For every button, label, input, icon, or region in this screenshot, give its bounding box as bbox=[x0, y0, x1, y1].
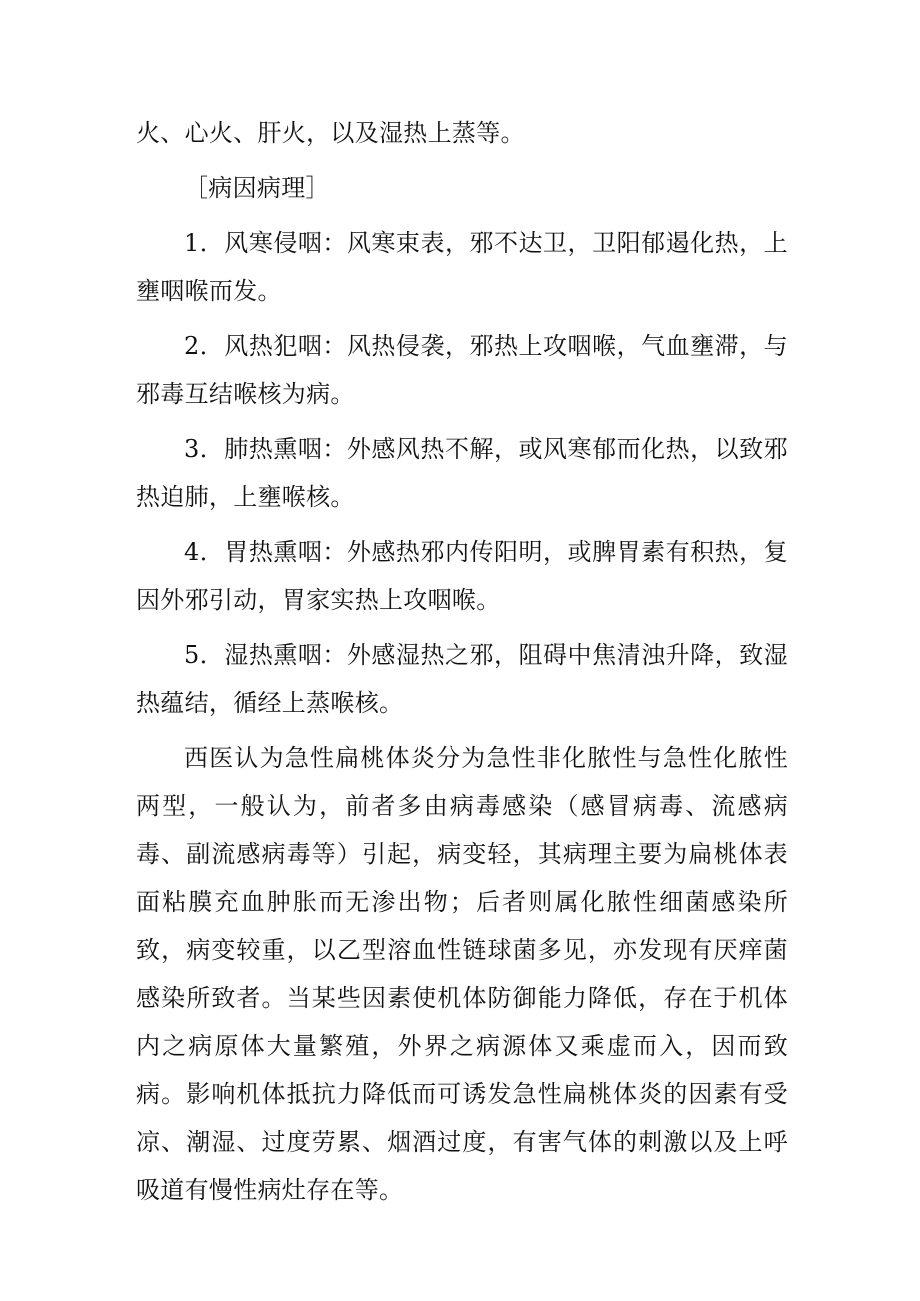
cause-paragraph-2: 2．风热犯咽：风热侵袭，邪热上攻咽喉，气血壅滞，与邪毒互结喉核为病。 bbox=[136, 332, 788, 408]
lead-line: 火、心火、肝火，以及湿热上蒸等。 bbox=[136, 119, 525, 147]
cause-paragraph-4: 4．胃热熏咽：外感热邪内传阳明，或脾胃素有积热，复因外邪引动，胃家实热上攻咽喉。 bbox=[136, 538, 788, 614]
western-medicine-paragraph: 西医认为急性扁桃体炎分为急性非化脓性与急性化脓性两型，一般认为，前者多由病毒感染（感冒病毒、流感病毒、副流感病毒等）引起，病变轻，其病理主要为扁桃体表面粘膜充血肿胀而无渗出物；后者则属化脓性细菌感染所致，病变较重，以乙型溶血性链球菌多见，亦发现有厌痒菌感染所致者。当某些因素使机体防御能力降低，存在于机体内之病原体大量繁殖，外界之病源体又乘虚而入，因而致病。影响机体抵抗力降低而可诱发急性扁桃体炎的因素有受凉、潮湿、过度劳累、烟酒过度，有害气体的刺激以及上呼吸道有慢性病灶存在等。 bbox=[136, 744, 788, 1204]
cause-paragraph-1: 1．风寒侵咽：风寒束表，邪不达卫，卫阳郁遏化热，上壅咽喉而发。 bbox=[136, 229, 788, 305]
cause-paragraph-5: 5．湿热熏咽：外感湿热之邪，阻碍中焦清浊升降，致湿热蕴结，循经上蒸喉核。 bbox=[136, 641, 788, 717]
section-heading: ［病因病理］ bbox=[184, 174, 330, 202]
cause-paragraph-3: 3．肺热熏咽：外感风热不解，或风寒郁而化热，以致邪热迫肺，上壅喉核。 bbox=[136, 435, 788, 511]
document-body bbox=[136, 109, 788, 1214]
